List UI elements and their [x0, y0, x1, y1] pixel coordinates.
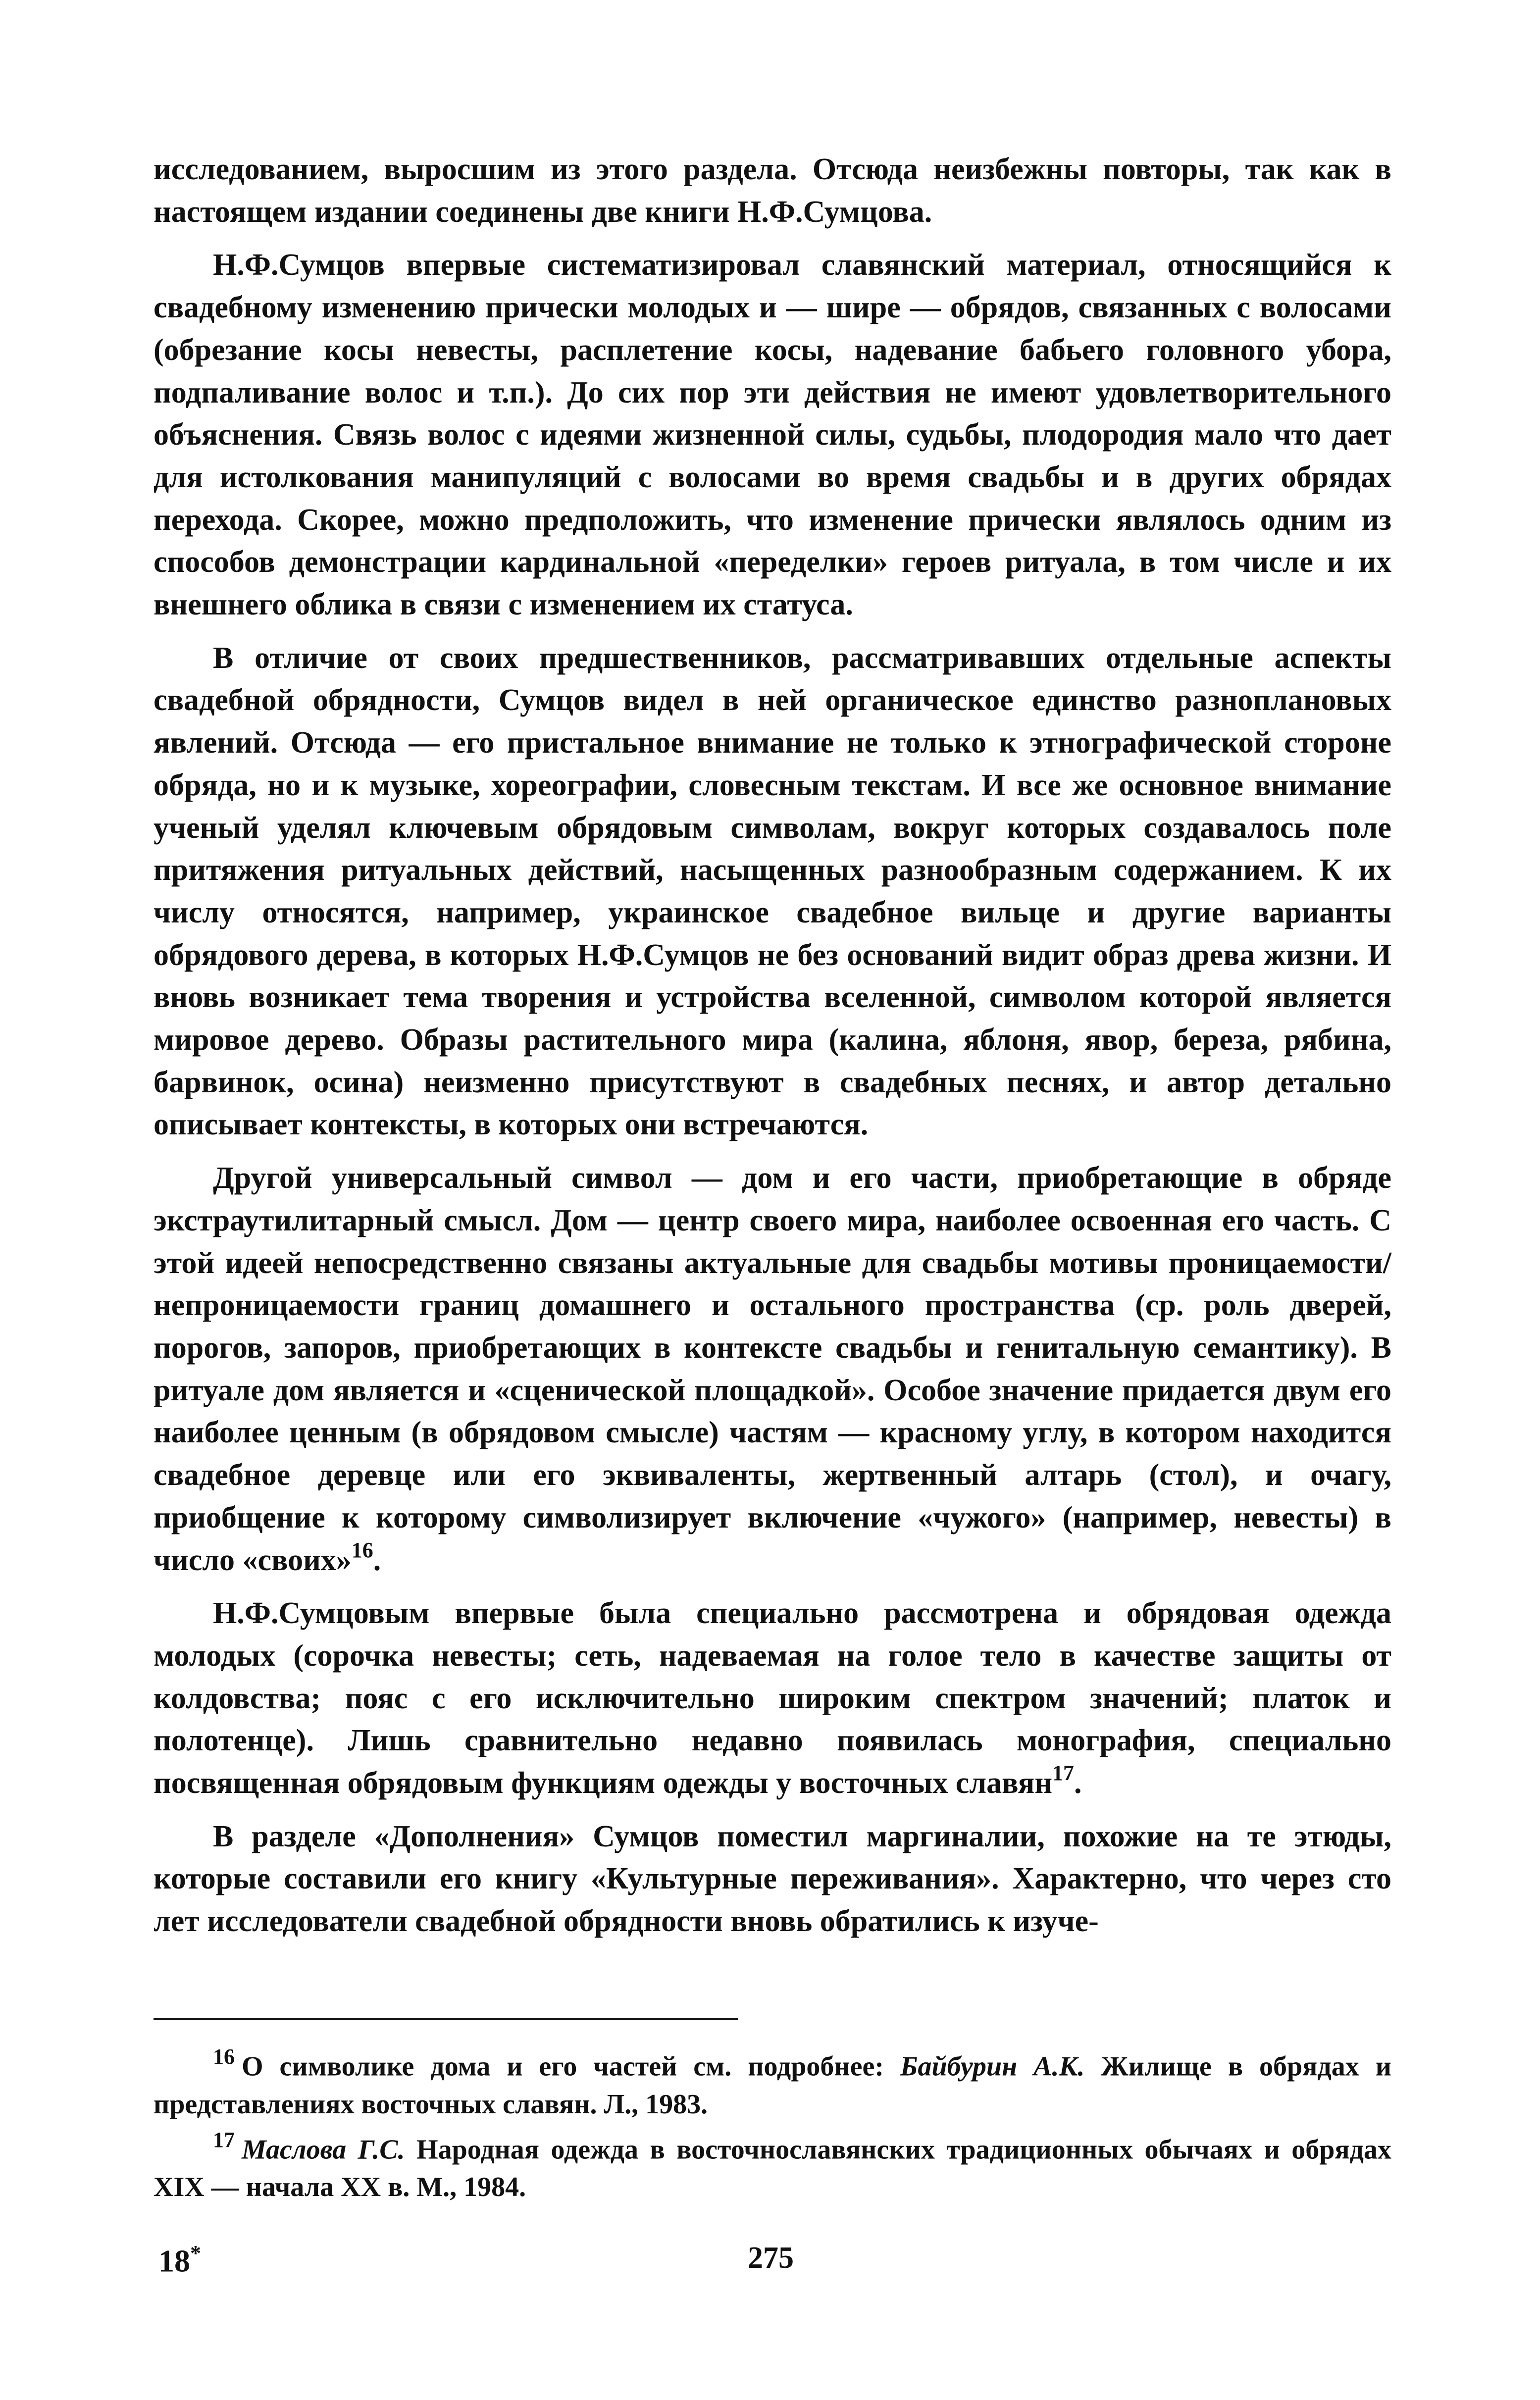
page-body — [154, 149, 1391, 1954]
paragraph-5 — [154, 1592, 1391, 1805]
signature-mark: * — [190, 2241, 201, 2265]
paragraph-3 — [154, 637, 1391, 1146]
paragraph-tail: . — [1074, 1766, 1082, 1800]
paragraph-tail: . — [373, 1543, 381, 1577]
footnote-number: 16 — [213, 2044, 235, 2069]
paragraph-text: Н.Ф.Сумцовым впервые была специально рассмотрена и обрядовая одежда молодых (сорочка невесты; сеть, надеваемая на голое тело в качестве защиты от колдовства; пояс с его исключительно широким спектром значений; платок и полотенце). Лишь сравнительно недавно появилась монография, специально посвященная обрядовым функциям одежды у восточных славян — [154, 1596, 1391, 1800]
footnote-17 — [154, 2123, 1391, 2206]
footnote-ref-17[interactable]: 17 — [1052, 1761, 1075, 1786]
footnote-lead: О символике дома и его частей см. подробнее: — [242, 2051, 900, 2082]
printer-signature — [158, 2241, 201, 2279]
paragraph-2 — [154, 244, 1391, 626]
footnote-ref-16[interactable]: 16 — [351, 1537, 373, 1562]
paragraph-text: В разделе «Дополнения» Сумцов поместил маргиналии, похожие на те этюды, которые составили его книгу «Культурные переживания». Характерно, что через сто лет исследователи свадебной обрядности вновь обратились к изуче- — [154, 1819, 1391, 1939]
footnote-rest: Жилище в обрядах и представлениях восточных славян. Л., 1983. — [154, 2051, 1391, 2120]
footnote-number: 17 — [213, 2127, 235, 2152]
footnote-16 — [154, 2040, 1391, 2123]
footnote-separator — [154, 2018, 738, 2020]
footnote-author: Байбурин А.К. — [900, 2051, 1085, 2082]
footnotes — [154, 2040, 1391, 2206]
signature-number: 18 — [158, 2243, 190, 2279]
paragraph-1 — [154, 149, 1391, 233]
footnote-author: Маслова Г.С. — [242, 2134, 405, 2165]
paragraph-text: Другой универсальный символ — дом и его части, приобретающие в обряде экстраутилитарный смысл. Дом — центр своего мира, наиболее освоенная его часть. С этой идеей непосредственно связаны актуальные для свадьбы мотивы проницаемости/непроницаемости границ домашнего и остального пространства (ср. роль дверей, порогов, запоров, приобретающих в контексте свадьбы и генитальную семантику). В ритуале дом является и «сценической площадкой». Особое значение придается двум его наиболее ценным (в обрядовом смысле) частям — красному углу, в котором находится свадебное деревце или его эквиваленты, жертвенный алтарь (стол), и очагу, приобщение к которому символизирует включение «чужого» (например, невесты) в число «своих» — [154, 1161, 1391, 1577]
paragraph-text: исследованием, выросшим из этого раздела. Отсюда неизбежны повторы, так как в настоящем издании соединены две книги Н.Ф.Сумцова. — [154, 153, 1391, 229]
footnote-rest: Народная одежда в восточнославянских традиционных обычаях и обрядах XIX — начала XX в. М., 1984. — [154, 2134, 1391, 2203]
paragraph-text: Н.Ф.Сумцов впервые систематизировал славянский материал, относящийся к свадебному изменению прически молодых и — шире — обрядов, связанных с волосами (обрезание косы невесты, расплетение косы, надевание бабьего головного убора, подпаливание волос и т.п.). До сих пор эти действия не имеют удовлетворительного объяснения. Связь волос с идеями жизненной силы, судьбы, плодородия мало что дает для истолкования манипуляций с волосами во время свадьбы и в других обрядах перехода. Скорее, можно предположить, что изменение прически являлось одним из способов демонстрации кардинальной «переделки» героев ритуала, в том числе и их внешнего облика в связи с изменением их статуса. — [154, 248, 1391, 622]
page-number: 275 — [748, 2241, 794, 2275]
paragraph-text: В отличие от своих предшественников, рассматривавших отдельные аспекты свадебной обрядности, Сумцов видел в ней органическое единство разноплановых явлений. Отсюда — его пристальное внимание не только к этнографической стороне обряда, но и к музыке, хореографии, словесным текстам. И все же основное внимание ученый уделял ключевым обрядовым символам, вокруг которых создавалось поле притяжения ритуальных действий, насыщенных разнообразным содержанием. К их числу относятся, например, украинское свадебное вильце и другие варианты обрядового дерева, в которых Н.Ф.Сумцов не без оснований видит образ древа жизни. И вновь возникает тема творения и устройства вселенной, символом которой является мировое дерево. Образы растительного мира (калина, яблоня, явор, береза, рябина, барвинок, осина) неизменно присутствуют в свадебных песнях, и автор детально описывает контексты, в которых они встречаются. — [154, 641, 1391, 1142]
paragraph-4 — [154, 1157, 1391, 1582]
paragraph-6 — [154, 1816, 1391, 1943]
